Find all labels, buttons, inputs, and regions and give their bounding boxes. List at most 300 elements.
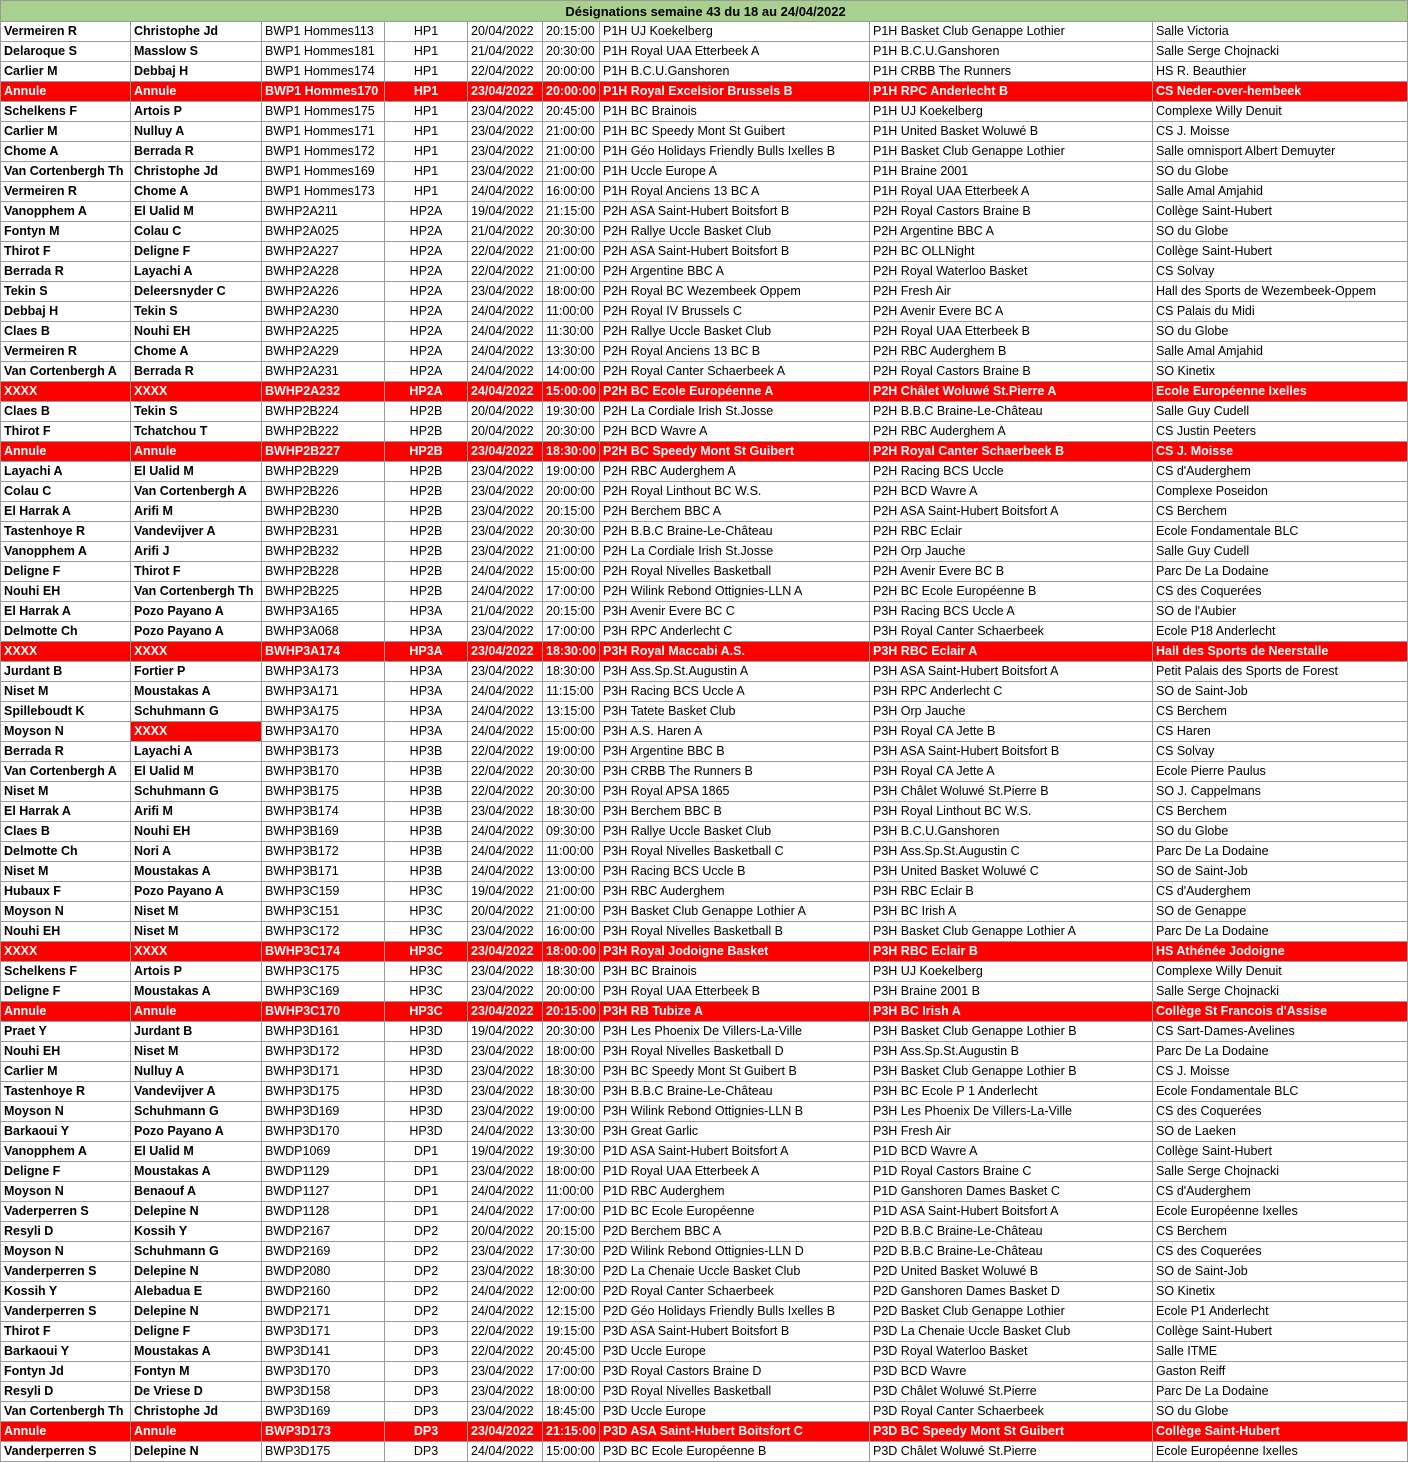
venue-cell[interactable]: CS Solvay — [1153, 262, 1408, 282]
referee-1-cell[interactable]: Vermeiren R — [1, 342, 131, 362]
away-team-cell[interactable]: P3H Basket Club Genappe Lothier A — [870, 922, 1153, 942]
referee-2-cell[interactable]: Schuhmann G — [131, 1102, 262, 1122]
away-team-cell[interactable]: P3H Racing BCS Uccle A — [870, 602, 1153, 622]
venue-cell[interactable]: Collège Saint-Hubert — [1153, 242, 1408, 262]
time-cell[interactable]: 18:30:00 — [543, 442, 600, 462]
venue-cell[interactable]: SO du Globe — [1153, 1402, 1408, 1422]
date-cell[interactable]: 24/04/2022 — [468, 322, 543, 342]
date-cell[interactable]: 23/04/2022 — [468, 642, 543, 662]
referee-1-cell[interactable]: Delmotte Ch — [1, 842, 131, 862]
date-cell[interactable]: 24/04/2022 — [468, 702, 543, 722]
time-cell[interactable]: 21:00:00 — [543, 882, 600, 902]
match-code-cell[interactable]: BWP1 Hommes181 — [262, 42, 385, 62]
date-cell[interactable]: 24/04/2022 — [468, 1122, 543, 1142]
venue-cell[interactable]: SO du Globe — [1153, 322, 1408, 342]
home-team-cell[interactable]: P3D BC Ecole Européenne B — [600, 1442, 870, 1462]
time-cell[interactable]: 18:30:00 — [543, 662, 600, 682]
referee-2-cell[interactable]: Layachi A — [131, 262, 262, 282]
time-cell[interactable]: 20:30:00 — [543, 782, 600, 802]
home-team-cell[interactable]: P1H B.C.U.Ganshoren — [600, 62, 870, 82]
division-cell[interactable]: HP3D — [385, 1082, 468, 1102]
match-code-cell[interactable]: BWHP3B173 — [262, 742, 385, 762]
date-cell[interactable]: 24/04/2022 — [468, 1302, 543, 1322]
match-code-cell[interactable]: BWDP2160 — [262, 1282, 385, 1302]
referee-1-cell[interactable]: Carlier M — [1, 122, 131, 142]
date-cell[interactable]: 23/04/2022 — [468, 1062, 543, 1082]
match-code-cell[interactable]: BWHP2B226 — [262, 482, 385, 502]
time-cell[interactable]: 18:45:00 — [543, 1402, 600, 1422]
away-team-cell[interactable]: P2D Ganshoren Dames Basket D — [870, 1282, 1153, 1302]
referee-1-cell[interactable]: Layachi A — [1, 462, 131, 482]
home-team-cell[interactable]: P2H B.B.C Braine-Le-Château — [600, 522, 870, 542]
date-cell[interactable]: 23/04/2022 — [468, 82, 543, 102]
referee-1-cell[interactable]: Berrada R — [1, 262, 131, 282]
match-code-cell[interactable]: BWDP1128 — [262, 1202, 385, 1222]
away-team-cell[interactable]: P2H Royal Waterloo Basket — [870, 262, 1153, 282]
referee-1-cell[interactable]: Vanderperren S — [1, 1262, 131, 1282]
venue-cell[interactable]: Salle ITME — [1153, 1342, 1408, 1362]
date-cell[interactable]: 21/04/2022 — [468, 222, 543, 242]
venue-cell[interactable]: Parc De La Dodaine — [1153, 562, 1408, 582]
referee-2-cell[interactable]: Annule — [131, 1422, 262, 1442]
venue-cell[interactable]: Hall des Sports de Wezembeek-Oppem — [1153, 282, 1408, 302]
date-cell[interactable]: 24/04/2022 — [468, 1202, 543, 1222]
date-cell[interactable]: 23/04/2022 — [468, 482, 543, 502]
venue-cell[interactable]: Complexe Willy Denuit — [1153, 962, 1408, 982]
time-cell[interactable]: 21:00:00 — [543, 262, 600, 282]
division-cell[interactable]: HP3A — [385, 702, 468, 722]
referee-1-cell[interactable]: Deligne F — [1, 562, 131, 582]
referee-1-cell[interactable]: Nouhi EH — [1, 582, 131, 602]
division-cell[interactable]: DP3 — [385, 1442, 468, 1462]
referee-2-cell[interactable]: Van Cortenbergh Th — [131, 582, 262, 602]
time-cell[interactable]: 20:30:00 — [543, 522, 600, 542]
referee-1-cell[interactable]: El Harrak A — [1, 802, 131, 822]
home-team-cell[interactable]: P3H Royal Jodoigne Basket — [600, 942, 870, 962]
division-cell[interactable]: DP2 — [385, 1282, 468, 1302]
time-cell[interactable]: 18:00:00 — [543, 1162, 600, 1182]
match-code-cell[interactable]: BWHP3B169 — [262, 822, 385, 842]
away-team-cell[interactable]: P3D BC Speedy Mont St Guibert — [870, 1422, 1153, 1442]
away-team-cell[interactable]: P2H BC Ecole Européenne B — [870, 582, 1153, 602]
venue-cell[interactable]: Parc De La Dodaine — [1153, 922, 1408, 942]
division-cell[interactable]: HP3C — [385, 1002, 468, 1022]
referee-2-cell[interactable]: Artois P — [131, 962, 262, 982]
division-cell[interactable]: HP3B — [385, 762, 468, 782]
date-cell[interactable]: 20/04/2022 — [468, 22, 543, 42]
referee-1-cell[interactable]: Carlier M — [1, 1062, 131, 1082]
date-cell[interactable]: 23/04/2022 — [468, 1082, 543, 1102]
time-cell[interactable]: 18:30:00 — [543, 642, 600, 662]
sheet-title[interactable]: Désignations semaine 43 du 18 au 24/04/2022 — [1, 1, 1408, 22]
division-cell[interactable]: HP3C — [385, 922, 468, 942]
referee-2-cell[interactable]: Fontyn M — [131, 1362, 262, 1382]
away-team-cell[interactable]: P2H Racing BCS Uccle — [870, 462, 1153, 482]
away-team-cell[interactable]: P3H United Basket Woluwé C — [870, 862, 1153, 882]
time-cell[interactable]: 11:00:00 — [543, 1182, 600, 1202]
home-team-cell[interactable]: P3H RB Tubize A — [600, 1002, 870, 1022]
venue-cell[interactable]: CS des Coquerées — [1153, 1242, 1408, 1262]
home-team-cell[interactable]: P1H BC Brainois — [600, 102, 870, 122]
date-cell[interactable]: 23/04/2022 — [468, 1382, 543, 1402]
venue-cell[interactable]: Salle omnisport Albert Demuyter — [1153, 142, 1408, 162]
referee-1-cell[interactable]: Delmotte Ch — [1, 622, 131, 642]
date-cell[interactable]: 23/04/2022 — [468, 1422, 543, 1442]
referee-2-cell[interactable]: Fortier P — [131, 662, 262, 682]
away-team-cell[interactable]: P2D Basket Club Genappe Lothier — [870, 1302, 1153, 1322]
referee-2-cell[interactable]: Annule — [131, 442, 262, 462]
referee-1-cell[interactable]: Colau C — [1, 482, 131, 502]
referee-1-cell[interactable]: Claes B — [1, 322, 131, 342]
away-team-cell[interactable]: P1D BCD Wavre A — [870, 1142, 1153, 1162]
venue-cell[interactable]: Ecole P18 Anderlecht — [1153, 622, 1408, 642]
home-team-cell[interactable]: P2H Royal Nivelles Basketball — [600, 562, 870, 582]
referee-2-cell[interactable]: Arifi M — [131, 802, 262, 822]
referee-2-cell[interactable]: Annule — [131, 1002, 262, 1022]
date-cell[interactable]: 24/04/2022 — [468, 1182, 543, 1202]
referee-2-cell[interactable]: Pozo Payano A — [131, 882, 262, 902]
division-cell[interactable]: HP2A — [385, 382, 468, 402]
division-cell[interactable]: HP2B — [385, 482, 468, 502]
away-team-cell[interactable]: P3H ASA Saint-Hubert Boitsfort B — [870, 742, 1153, 762]
home-team-cell[interactable]: P3H Argentine BBC B — [600, 742, 870, 762]
away-team-cell[interactable]: P3H Ass.Sp.St.Augustin B — [870, 1042, 1153, 1062]
away-team-cell[interactable]: P3H RBC Eclair B — [870, 882, 1153, 902]
date-cell[interactable]: 24/04/2022 — [468, 1282, 543, 1302]
division-cell[interactable]: DP1 — [385, 1182, 468, 1202]
match-code-cell[interactable]: BWHP3B171 — [262, 862, 385, 882]
referee-2-cell[interactable]: El Ualid M — [131, 202, 262, 222]
home-team-cell[interactable]: P3H A.S. Haren A — [600, 722, 870, 742]
away-team-cell[interactable]: P1D Ganshoren Dames Basket C — [870, 1182, 1153, 1202]
division-cell[interactable]: HP2A — [385, 262, 468, 282]
home-team-cell[interactable]: P3H BC Speedy Mont St Guibert B — [600, 1062, 870, 1082]
referee-2-cell[interactable]: De Vriese D — [131, 1382, 262, 1402]
date-cell[interactable]: 23/04/2022 — [468, 942, 543, 962]
division-cell[interactable]: HP1 — [385, 182, 468, 202]
home-team-cell[interactable]: P3H Berchem BBC B — [600, 802, 870, 822]
referee-2-cell[interactable]: Tekin S — [131, 402, 262, 422]
referee-1-cell[interactable]: XXXX — [1, 942, 131, 962]
time-cell[interactable]: 21:00:00 — [543, 162, 600, 182]
away-team-cell[interactable]: P2H Argentine BBC A — [870, 222, 1153, 242]
time-cell[interactable]: 14:00:00 — [543, 362, 600, 382]
referee-1-cell[interactable]: Spilleboudt K — [1, 702, 131, 722]
date-cell[interactable]: 23/04/2022 — [468, 922, 543, 942]
home-team-cell[interactable]: P3H Royal Nivelles Basketball C — [600, 842, 870, 862]
division-cell[interactable]: HP1 — [385, 122, 468, 142]
referee-1-cell[interactable]: Thirot F — [1, 242, 131, 262]
home-team-cell[interactable]: P3D Royal Castors Braine D — [600, 1362, 870, 1382]
match-code-cell[interactable]: BWP1 Hommes171 — [262, 122, 385, 142]
division-cell[interactable]: HP2A — [385, 202, 468, 222]
date-cell[interactable]: 23/04/2022 — [468, 1162, 543, 1182]
referee-1-cell[interactable]: Jurdant B — [1, 662, 131, 682]
time-cell[interactable]: 20:00:00 — [543, 62, 600, 82]
home-team-cell[interactable]: P1H UJ Koekelberg — [600, 22, 870, 42]
time-cell[interactable]: 21:00:00 — [543, 902, 600, 922]
time-cell[interactable]: 19:00:00 — [543, 742, 600, 762]
home-team-cell[interactable]: P2H BC Speedy Mont St Guibert — [600, 442, 870, 462]
time-cell[interactable]: 11:00:00 — [543, 302, 600, 322]
venue-cell[interactable]: Collège Saint-Hubert — [1153, 1322, 1408, 1342]
venue-cell[interactable]: Ecole Fondamentale BLC — [1153, 1082, 1408, 1102]
away-team-cell[interactable]: P3H BC Irish A — [870, 902, 1153, 922]
date-cell[interactable]: 20/04/2022 — [468, 402, 543, 422]
match-code-cell[interactable]: BWHP2A211 — [262, 202, 385, 222]
date-cell[interactable]: 23/04/2022 — [468, 962, 543, 982]
time-cell[interactable]: 20:30:00 — [543, 422, 600, 442]
match-code-cell[interactable]: BWHP3C170 — [262, 1002, 385, 1022]
venue-cell[interactable]: SO J. Cappelmans — [1153, 782, 1408, 802]
match-code-cell[interactable]: BWP3D158 — [262, 1382, 385, 1402]
venue-cell[interactable]: Salle Guy Cudell — [1153, 542, 1408, 562]
referee-1-cell[interactable]: Moyson N — [1, 1242, 131, 1262]
match-code-cell[interactable]: BWHP2A227 — [262, 242, 385, 262]
time-cell[interactable]: 17:00:00 — [543, 1362, 600, 1382]
referee-2-cell[interactable]: Pozo Payano A — [131, 602, 262, 622]
time-cell[interactable]: 18:30:00 — [543, 962, 600, 982]
referee-2-cell[interactable]: Masslow S — [131, 42, 262, 62]
time-cell[interactable]: 20:15:00 — [543, 1222, 600, 1242]
match-code-cell[interactable]: BWHP3C172 — [262, 922, 385, 942]
match-code-cell[interactable]: BWHP2A228 — [262, 262, 385, 282]
referee-1-cell[interactable]: Vanderperren S — [1, 1302, 131, 1322]
venue-cell[interactable]: Salle Serge Chojnacki — [1153, 1162, 1408, 1182]
referee-2-cell[interactable]: Deleersnyder C — [131, 282, 262, 302]
away-team-cell[interactable]: P2H B.B.C Braine-Le-Château — [870, 402, 1153, 422]
venue-cell[interactable]: Salle Amal Amjahid — [1153, 182, 1408, 202]
match-code-cell[interactable]: BWP3D141 — [262, 1342, 385, 1362]
referee-2-cell[interactable]: Pozo Payano A — [131, 1122, 262, 1142]
referee-1-cell[interactable]: Nouhi EH — [1, 922, 131, 942]
home-team-cell[interactable]: P1H Royal Anciens 13 BC A — [600, 182, 870, 202]
date-cell[interactable]: 24/04/2022 — [468, 382, 543, 402]
division-cell[interactable]: HP3B — [385, 842, 468, 862]
venue-cell[interactable]: SO de l'Aubier — [1153, 602, 1408, 622]
time-cell[interactable]: 20:00:00 — [543, 482, 600, 502]
division-cell[interactable]: DP2 — [385, 1222, 468, 1242]
away-team-cell[interactable]: P3D Royal Canter Schaerbeek — [870, 1402, 1153, 1422]
division-cell[interactable]: HP3A — [385, 602, 468, 622]
division-cell[interactable]: DP1 — [385, 1142, 468, 1162]
division-cell[interactable]: HP3B — [385, 802, 468, 822]
date-cell[interactable]: 24/04/2022 — [468, 342, 543, 362]
away-team-cell[interactable]: P3H Royal CA Jette B — [870, 722, 1153, 742]
referee-1-cell[interactable]: Vanopphem A — [1, 202, 131, 222]
home-team-cell[interactable]: P2H Berchem BBC A — [600, 502, 870, 522]
date-cell[interactable]: 23/04/2022 — [468, 662, 543, 682]
date-cell[interactable]: 24/04/2022 — [468, 722, 543, 742]
referee-1-cell[interactable]: Niset M — [1, 682, 131, 702]
time-cell[interactable]: 13:15:00 — [543, 702, 600, 722]
venue-cell[interactable]: CS d'Auderghem — [1153, 882, 1408, 902]
date-cell[interactable]: 24/04/2022 — [468, 842, 543, 862]
home-team-cell[interactable]: P1H BC Speedy Mont St Guibert — [600, 122, 870, 142]
away-team-cell[interactable]: P3H Les Phoenix De Villers-La-Ville — [870, 1102, 1153, 1122]
home-team-cell[interactable]: P3H Avenir Evere BC C — [600, 602, 870, 622]
match-code-cell[interactable]: BWHP3B170 — [262, 762, 385, 782]
time-cell[interactable]: 21:00:00 — [543, 142, 600, 162]
division-cell[interactable]: HP1 — [385, 142, 468, 162]
date-cell[interactable]: 24/04/2022 — [468, 862, 543, 882]
division-cell[interactable]: DP2 — [385, 1242, 468, 1262]
home-team-cell[interactable]: P2D Wilink Rebond Ottignies-LLN D — [600, 1242, 870, 1262]
referee-2-cell[interactable]: El Ualid M — [131, 462, 262, 482]
match-code-cell[interactable]: BWHP3D169 — [262, 1102, 385, 1122]
match-code-cell[interactable]: BWHP3C174 — [262, 942, 385, 962]
referee-2-cell[interactable]: Moustakas A — [131, 982, 262, 1002]
referee-2-cell[interactable]: Artois P — [131, 102, 262, 122]
time-cell[interactable]: 19:30:00 — [543, 402, 600, 422]
referee-2-cell[interactable]: Niset M — [131, 922, 262, 942]
match-code-cell[interactable]: BWHP3D170 — [262, 1122, 385, 1142]
match-code-cell[interactable]: BWDP2169 — [262, 1242, 385, 1262]
venue-cell[interactable]: SO du Globe — [1153, 822, 1408, 842]
venue-cell[interactable]: CS Berchem — [1153, 502, 1408, 522]
venue-cell[interactable]: Gaston Reiff — [1153, 1362, 1408, 1382]
away-team-cell[interactable]: P3H Basket Club Genappe Lothier B — [870, 1062, 1153, 1082]
home-team-cell[interactable]: P2H Argentine BBC A — [600, 262, 870, 282]
home-team-cell[interactable]: P3D Uccle Europe — [600, 1342, 870, 1362]
referee-1-cell[interactable]: Annule — [1, 1422, 131, 1442]
division-cell[interactable]: DP2 — [385, 1302, 468, 1322]
referee-1-cell[interactable]: Barkaoui Y — [1, 1122, 131, 1142]
date-cell[interactable]: 20/04/2022 — [468, 902, 543, 922]
venue-cell[interactable]: CS Haren — [1153, 722, 1408, 742]
referee-1-cell[interactable]: Praet Y — [1, 1022, 131, 1042]
time-cell[interactable]: 21:00:00 — [543, 122, 600, 142]
home-team-cell[interactable]: P3D ASA Saint-Hubert Boitsfort C — [600, 1422, 870, 1442]
referee-2-cell[interactable]: Christophe Jd — [131, 1402, 262, 1422]
date-cell[interactable]: 22/04/2022 — [468, 762, 543, 782]
referee-2-cell[interactable]: Chome A — [131, 342, 262, 362]
away-team-cell[interactable]: P1H UJ Koekelberg — [870, 102, 1153, 122]
division-cell[interactable]: DP3 — [385, 1382, 468, 1402]
away-team-cell[interactable]: P2H RBC Eclair — [870, 522, 1153, 542]
referee-1-cell[interactable]: Moyson N — [1, 722, 131, 742]
away-team-cell[interactable]: P2H Châlet Woluwé St.Pierre A — [870, 382, 1153, 402]
home-team-cell[interactable]: P1H Royal Excelsior Brussels B — [600, 82, 870, 102]
venue-cell[interactable]: CS Berchem — [1153, 802, 1408, 822]
away-team-cell[interactable]: P2H Royal UAA Etterbeek B — [870, 322, 1153, 342]
match-code-cell[interactable]: BWHP2B229 — [262, 462, 385, 482]
home-team-cell[interactable]: P2D Berchem BBC A — [600, 1222, 870, 1242]
away-team-cell[interactable]: P2H RBC Auderghem A — [870, 422, 1153, 442]
home-team-cell[interactable]: P3H Ass.Sp.St.Augustin A — [600, 662, 870, 682]
referee-2-cell[interactable]: Arifi M — [131, 502, 262, 522]
venue-cell[interactable]: CS Justin Peeters — [1153, 422, 1408, 442]
match-code-cell[interactable]: BWHP2A225 — [262, 322, 385, 342]
venue-cell[interactable]: CS Solvay — [1153, 742, 1408, 762]
match-code-cell[interactable]: BWHP2B228 — [262, 562, 385, 582]
match-code-cell[interactable]: BWP1 Hommes173 — [262, 182, 385, 202]
time-cell[interactable]: 09:30:00 — [543, 822, 600, 842]
time-cell[interactable]: 21:00:00 — [543, 242, 600, 262]
match-code-cell[interactable]: BWHP2A231 — [262, 362, 385, 382]
home-team-cell[interactable]: P3H Les Phoenix De Villers-La-Ville — [600, 1022, 870, 1042]
date-cell[interactable]: 21/04/2022 — [468, 602, 543, 622]
match-code-cell[interactable]: BWHP2B232 — [262, 542, 385, 562]
away-team-cell[interactable]: P1H Basket Club Genappe Lothier — [870, 22, 1153, 42]
division-cell[interactable]: HP3A — [385, 662, 468, 682]
division-cell[interactable]: HP3B — [385, 742, 468, 762]
referee-1-cell[interactable]: Schelkens F — [1, 962, 131, 982]
time-cell[interactable]: 12:00:00 — [543, 1282, 600, 1302]
time-cell[interactable]: 15:00:00 — [543, 1442, 600, 1462]
referee-1-cell[interactable]: XXXX — [1, 642, 131, 662]
venue-cell[interactable]: HS R. Beauthier — [1153, 62, 1408, 82]
date-cell[interactable]: 24/04/2022 — [468, 182, 543, 202]
venue-cell[interactable]: Ecole Fondamentale BLC — [1153, 522, 1408, 542]
match-code-cell[interactable]: BWHP2B230 — [262, 502, 385, 522]
home-team-cell[interactable]: P2H BC Ecole Européenne A — [600, 382, 870, 402]
referee-2-cell[interactable]: Van Cortenbergh A — [131, 482, 262, 502]
division-cell[interactable]: HP2B — [385, 562, 468, 582]
venue-cell[interactable]: Ecole P1 Anderlecht — [1153, 1302, 1408, 1322]
match-code-cell[interactable]: BWHP2A226 — [262, 282, 385, 302]
away-team-cell[interactable]: P1H Braine 2001 — [870, 162, 1153, 182]
referee-1-cell[interactable]: Niset M — [1, 782, 131, 802]
referee-2-cell[interactable]: El Ualid M — [131, 762, 262, 782]
referee-1-cell[interactable]: Carlier M — [1, 62, 131, 82]
referee-1-cell[interactable]: Vermeiren R — [1, 22, 131, 42]
home-team-cell[interactable]: P3H Royal APSA 1865 — [600, 782, 870, 802]
venue-cell[interactable]: SO Kinetix — [1153, 1282, 1408, 1302]
referee-2-cell[interactable]: Deligne F — [131, 1322, 262, 1342]
away-team-cell[interactable]: P1D Royal Castors Braine C — [870, 1162, 1153, 1182]
home-team-cell[interactable]: P1H Géo Holidays Friendly Bulls Ixelles B — [600, 142, 870, 162]
home-team-cell[interactable]: P3H Royal UAA Etterbeek B — [600, 982, 870, 1002]
referee-1-cell[interactable]: Schelkens F — [1, 102, 131, 122]
referee-2-cell[interactable]: Thirot F — [131, 562, 262, 582]
division-cell[interactable]: HP3A — [385, 722, 468, 742]
date-cell[interactable]: 24/04/2022 — [468, 582, 543, 602]
away-team-cell[interactable]: P1H United Basket Woluwé B — [870, 122, 1153, 142]
referee-1-cell[interactable]: Tastenhoye R — [1, 522, 131, 542]
division-cell[interactable]: HP1 — [385, 102, 468, 122]
away-team-cell[interactable]: P3D Royal Waterloo Basket — [870, 1342, 1153, 1362]
date-cell[interactable]: 23/04/2022 — [468, 1262, 543, 1282]
referee-1-cell[interactable]: Chome A — [1, 142, 131, 162]
away-team-cell[interactable]: P1H Royal UAA Etterbeek A — [870, 182, 1153, 202]
match-code-cell[interactable]: BWHP3B174 — [262, 802, 385, 822]
date-cell[interactable]: 23/04/2022 — [468, 142, 543, 162]
date-cell[interactable]: 24/04/2022 — [468, 362, 543, 382]
away-team-cell[interactable]: P2H Fresh Air — [870, 282, 1153, 302]
referee-2-cell[interactable]: Christophe Jd — [131, 22, 262, 42]
match-code-cell[interactable]: BWP3D169 — [262, 1402, 385, 1422]
division-cell[interactable]: HP2B — [385, 502, 468, 522]
match-code-cell[interactable]: BWHP2B224 — [262, 402, 385, 422]
away-team-cell[interactable]: P2H Orp Jauche — [870, 542, 1153, 562]
home-team-cell[interactable]: P3H Racing BCS Uccle A — [600, 682, 870, 702]
home-team-cell[interactable]: P2H Royal BC Wezembeek Oppem — [600, 282, 870, 302]
time-cell[interactable]: 20:15:00 — [543, 1002, 600, 1022]
time-cell[interactable]: 19:00:00 — [543, 1102, 600, 1122]
match-code-cell[interactable]: BWDP1129 — [262, 1162, 385, 1182]
referee-2-cell[interactable]: Moustakas A — [131, 1162, 262, 1182]
division-cell[interactable]: HP3C — [385, 882, 468, 902]
time-cell[interactable]: 16:00:00 — [543, 922, 600, 942]
away-team-cell[interactable]: P3H BC Ecole P 1 Anderlecht — [870, 1082, 1153, 1102]
time-cell[interactable]: 21:15:00 — [543, 202, 600, 222]
match-code-cell[interactable]: BWHP2B231 — [262, 522, 385, 542]
referee-2-cell[interactable]: Schuhmann G — [131, 702, 262, 722]
away-team-cell[interactable]: P3H Royal Canter Schaerbeek — [870, 622, 1153, 642]
date-cell[interactable]: 23/04/2022 — [468, 542, 543, 562]
time-cell[interactable]: 20:45:00 — [543, 102, 600, 122]
